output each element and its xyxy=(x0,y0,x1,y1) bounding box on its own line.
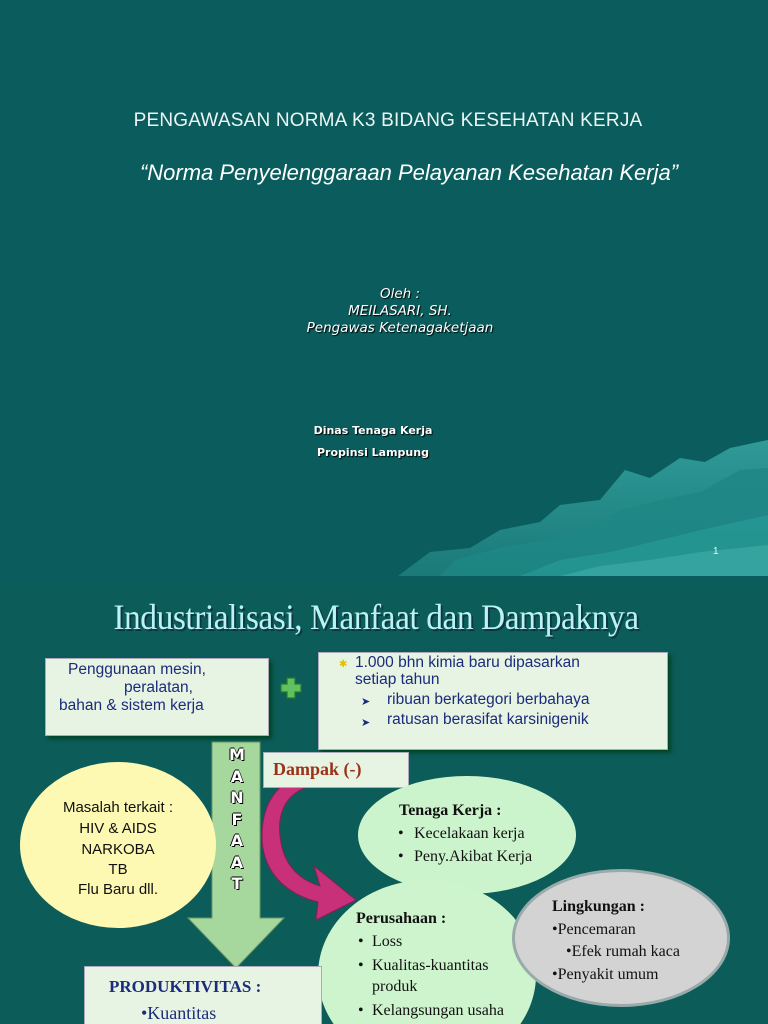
manfaat-letter: F xyxy=(231,809,243,829)
slide-title: Industrialisasi, Manfaat dan Dampaknya xyxy=(113,597,639,637)
masalah-title: Masalah terkait : xyxy=(62,799,174,816)
kimia-sub-2: ratusan berasifat karsinigenik xyxy=(387,711,589,728)
tenaga-kerja-ellipse xyxy=(358,776,576,894)
mesin-line-3: bahan & sistem kerja xyxy=(59,697,204,714)
chevron-right-icon: ➤ xyxy=(361,696,371,708)
lingkungan-ellipse xyxy=(512,869,730,1007)
produktivitas-title: PRODUKTIVITAS : xyxy=(109,977,262,996)
tenaga-kerja-title: Tenaga Kerja : xyxy=(399,802,502,819)
perusahaan-item: Loss xyxy=(372,933,403,950)
star-bullet-icon: ✱ xyxy=(339,659,348,670)
by-label: Oleh : xyxy=(379,286,421,302)
diagram-slide xyxy=(0,588,768,1024)
manfaat-vertical-label xyxy=(214,744,260,895)
chevron-right-icon: ➤ xyxy=(361,717,371,729)
mesin-box xyxy=(45,658,269,736)
presentation-subtitle: “Norma Penyelenggaraan Pelayanan Kesehatan Kerja” xyxy=(139,160,679,185)
page-number: 1 xyxy=(713,546,719,557)
manfaat-letter: N xyxy=(230,788,244,807)
kimia-line-2: setiap tahun xyxy=(355,671,440,688)
masalah-item: NARKOBA xyxy=(81,841,155,858)
perusahaan-title: Perusahaan : xyxy=(356,910,447,927)
masalah-item: Flu Baru dll. xyxy=(77,881,159,898)
tenaga-kerja-item: Kecelakaan kerja xyxy=(414,825,525,842)
produktivitas-item: •Kuantitas xyxy=(141,1003,217,1023)
bullet-icon: • xyxy=(358,1002,364,1019)
mesin-line-1: Penggunaan mesin, xyxy=(68,661,206,678)
mesin-line-2: peralatan, xyxy=(124,679,193,696)
perusahaan-item: Kualitas-kuantitas xyxy=(372,957,489,974)
manfaat-letter: M xyxy=(229,745,245,764)
lingkungan-item: •Efek rumah kaca xyxy=(566,943,680,960)
perusahaan-item: Kelangsungan usaha xyxy=(372,1002,504,1019)
lingkungan-item: •Pencemaran xyxy=(552,921,636,938)
dampak-curved-arrow xyxy=(262,766,356,920)
plus-icon xyxy=(279,676,303,700)
lingkungan-title: Lingkungan : xyxy=(552,898,645,915)
organization-province: Propinsi Lampung xyxy=(317,446,429,459)
organization-block xyxy=(0,420,746,464)
dampak-label: Dampak (-) xyxy=(263,752,409,788)
perusahaan-item: produk xyxy=(372,978,418,995)
masalah-item: HIV & AIDS xyxy=(79,820,157,837)
manfaat-letter: A xyxy=(230,852,244,872)
author-role: Pengawas Ketenagaketjaan xyxy=(306,320,494,336)
masalah-item: TB xyxy=(108,861,128,878)
bullet-icon: • xyxy=(358,957,364,974)
manfaat-letter: A xyxy=(230,766,244,786)
lingkungan-item: •Penyakit umum xyxy=(552,966,659,983)
author-name: MEILASARI, SH. xyxy=(348,303,452,319)
bullet-icon: • xyxy=(358,933,364,950)
manfaat-letter: A xyxy=(230,831,244,850)
organization-name: Dinas Tenaga Kerja xyxy=(313,424,433,437)
kimia-box xyxy=(318,652,668,750)
kimia-sub-1: ribuan berkategori berbahaya xyxy=(387,691,590,708)
bullet-icon: • xyxy=(398,848,404,865)
masalah-ellipse xyxy=(20,762,216,928)
bullet-icon: • xyxy=(398,825,404,842)
author-block xyxy=(0,286,768,337)
manfaat-letter: T xyxy=(231,874,243,893)
produktivitas-box xyxy=(84,966,322,1024)
presentation-title: PENGAWASAN NORMA K3 BIDANG KESEHATAN KERJA xyxy=(133,110,643,131)
kimia-line-1: 1.000 bhn kimia baru dipasarkan xyxy=(355,654,580,671)
tenaga-kerja-item: Peny.Akibat Kerja xyxy=(414,848,533,865)
